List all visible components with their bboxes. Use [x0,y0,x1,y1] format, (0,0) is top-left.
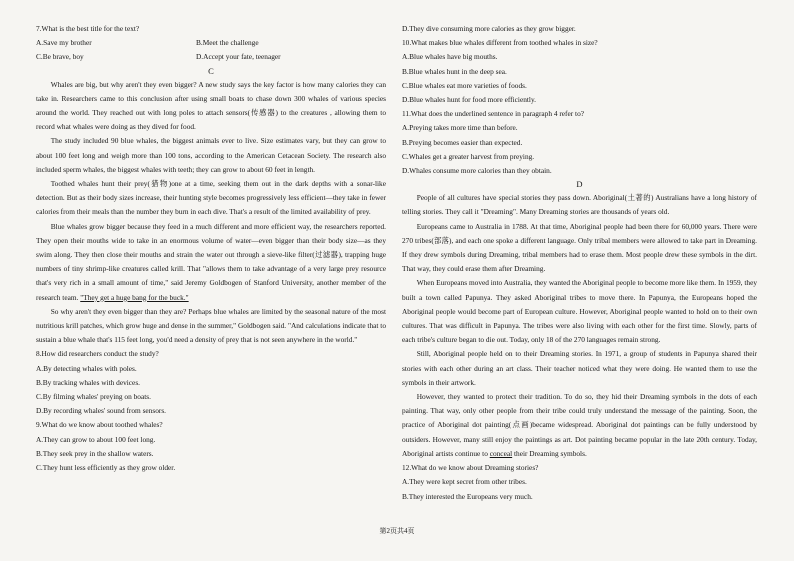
q11-option-b: B.Preying becomes easier than expected. [402,137,523,147]
q7-options-row-1 [36,36,386,50]
q7-option-a: A.Save my brother [36,38,92,48]
passage-d-paragraph-2: Europeans came to Australia in 1788. At that time, Aboriginal people had been there for 60,000 years. There were 270 tribes(部落), and each one spoke a different language. Only tribal members were allowed to take part in Dreaming. If they drew symbols during Dreaming, tribal members had to erase them. Most people drew these symbols in the dirt. That way, they could erase them after Dreaming. [402,221,757,274]
q10-option-d: D.Blue whales hunt for food more efficiently. [402,95,536,105]
page-number: 第2页共4页 [379,527,415,535]
paragraph-5-text-end: their Dreaming symbols. [512,448,587,458]
q8-question: 8.How did researchers conduct the study? [36,349,159,359]
q7-options-row-2 [36,50,386,64]
q11-option-d: D.Whales consume more calories than they obtain. [402,166,552,176]
q10-question: 10.What makes blue whales different from toothed whales in size? [402,38,598,48]
passage-c-paragraph-3: Toothed whales hunt their prey(猎物)one at a time, seeking them out in the dark depths with a sonar-like detection. But as their body sizes increase, their hunting style becomes progressively less efficient—they take in fewer calories from their meals than the number they burn in each dive. That's a result of the limited availability of prey. [36,179,386,217]
section-d-heading: D [576,179,583,190]
q9-option-b: B.They seek prey in the shallow waters. [36,448,154,458]
q11-option-c: C.Whales get a greater harvest from preying. [402,151,535,161]
q7-option-c: C.Be brave, boy [36,52,84,62]
q7-question: 7.What is the best title for the text? [36,24,140,33]
passage-c-paragraph-5: So why aren't they even bigger than they are? Perhaps blue whales are limited by the seasonal nature of the most nutritious krill patches, which grow huge and dense in the summer," Goldbogen said. "And calculations indicate that to sustain a blue whale that's 115 feet long, you'd need a density of prey that is not seen anywhere in the world." [36,306,386,345]
paragraph-5-text-start: However, they wanted to protect their tradition. To do so, they hid their Dreaming symbols in the dots of each painting. That way, only other people from their tribe could truly understand the message of the painting. Soon, the practice of Aboriginal dot painting(点画)became widespread. Aboriginal dot paintings can be fully understood by outsiders. However, many still enjoy the paintings as art. Dot painting became popular in the late 20th century. Today, Aboriginal artists continue to [402,392,757,458]
q9-option-d: D.They dive consuming more calories as they grow bigger. [402,24,576,33]
q11-question: 11.What does the underlined sentence in paragraph 4 refer to? [402,109,585,119]
q11-option-a: A.Preying takes more time than before. [402,123,518,133]
q12-question: 12.What do we know about Dreaming stories? [402,463,539,473]
q9-option-a: A.They can grow to about 100 feet long. [36,434,156,444]
q9-question: 9.What do we know about toothed whales? [36,420,163,430]
q8-option-b: B.By tracking whales with devices. [36,377,141,387]
paragraph-4-text: Blue whales grow bigger because they feed in a much different and more efficient way, the researchers reported. They open their mouths wide to take in an enormous volume of water—even bigger than their body size—as they swim along. They then close their mouths and strain the water out through a sieve-like filter(过滤器), trapping huge numbers of tiny shrimp-like creatures called krill. That "allows them to take advantage of a very large prey resource that's very rich in a small amount of time," said Jeremy Goldbogen of Stanford University, another member of the research team. [36,221,386,302]
q8-option-c: C.By filming whales' preying on boats. [36,392,151,402]
q8-option-a: A.By detecting whales with poles. [36,363,137,373]
q10-option-b: B.Blue whales hunt in the deep sea. [402,66,507,76]
q12-option-a: A.They were kept secret from other tribes. [402,477,527,487]
q10-option-a: A.Blue whales have big mouths. [402,52,498,62]
section-c-heading: C [208,65,214,76]
underlined-word: conceal [489,448,513,458]
passage-d-paragraph-5 [402,390,757,461]
right-column [402,22,757,504]
q7-option-d: D.Accept your fate, teenager [196,52,281,62]
passage-c-paragraph-4 [36,220,386,305]
passage-d-paragraph-1: People of all cultures have special stories they pass down. Aboriginal(土著的) Australians have a long history of telling stories. They call it "Dreaming". Many Dreaming stories are thousands of years old. [402,193,757,217]
passage-d-paragraph-3: When Europeans moved into Australia, they wanted the Aboriginal people to become more like them. In 1959, they built a town called Papunya. They asked Aboriginal tribes to move there. In Papunya, the Europeans hoped the Aboriginal people would become part of European culture. However, Aboriginal people wanted to hold on to their own cultures. That was difficult in Papunya. The tribes were also living with each other for the first time. Slowly, parts of each tribe's culture began to die out. Today, only 18 of the 270 languages remain strong. [402,278,757,345]
left-column [36,22,386,475]
q8-option-d: D.By recording whales' sound from sensors. [36,406,167,416]
passage-c-paragraph-2: The study included 90 blue whales, the biggest animals ever to live. Size estimates vary, but they can grow to about 100 feet long and weigh more than 100 tons, according to the American Cetacean Society. The research also included sperm whales, the biggest whales with teeth; they can grow to about 60 feet in length. [36,136,386,174]
q9-option-c: C.They hunt less efficiently as they grow older. [36,463,176,473]
q7-option-b: B.Meet the challenge [196,38,259,48]
q10-option-c: C.Blue whales eat more varieties of foods. [402,80,527,90]
q12-option-b: B.They interested the Europeans very much. [402,491,533,501]
passage-d-paragraph-4: Still, Aboriginal people held on to their Dreaming stories. In 1971, a group of students in Papunya shared their stories with each other during an art class. Their teacher noticed what they were doing. He wanted them to use the symbols in their artwork. [402,349,757,387]
passage-c-paragraph-1: Whales are big, but why aren't they even bigger? A new study says the key factor is how many calories they can take in. Researchers came to this conclusion after using small boats to chase down 300 whales of various species around the world. They reached out with long poles to attach sensors(传感器) to the creatures , allowing them to record what whales were doing as they dived for food. [36,79,386,132]
underlined-sentence: "They get a huge bang for the buck." [80,292,189,302]
